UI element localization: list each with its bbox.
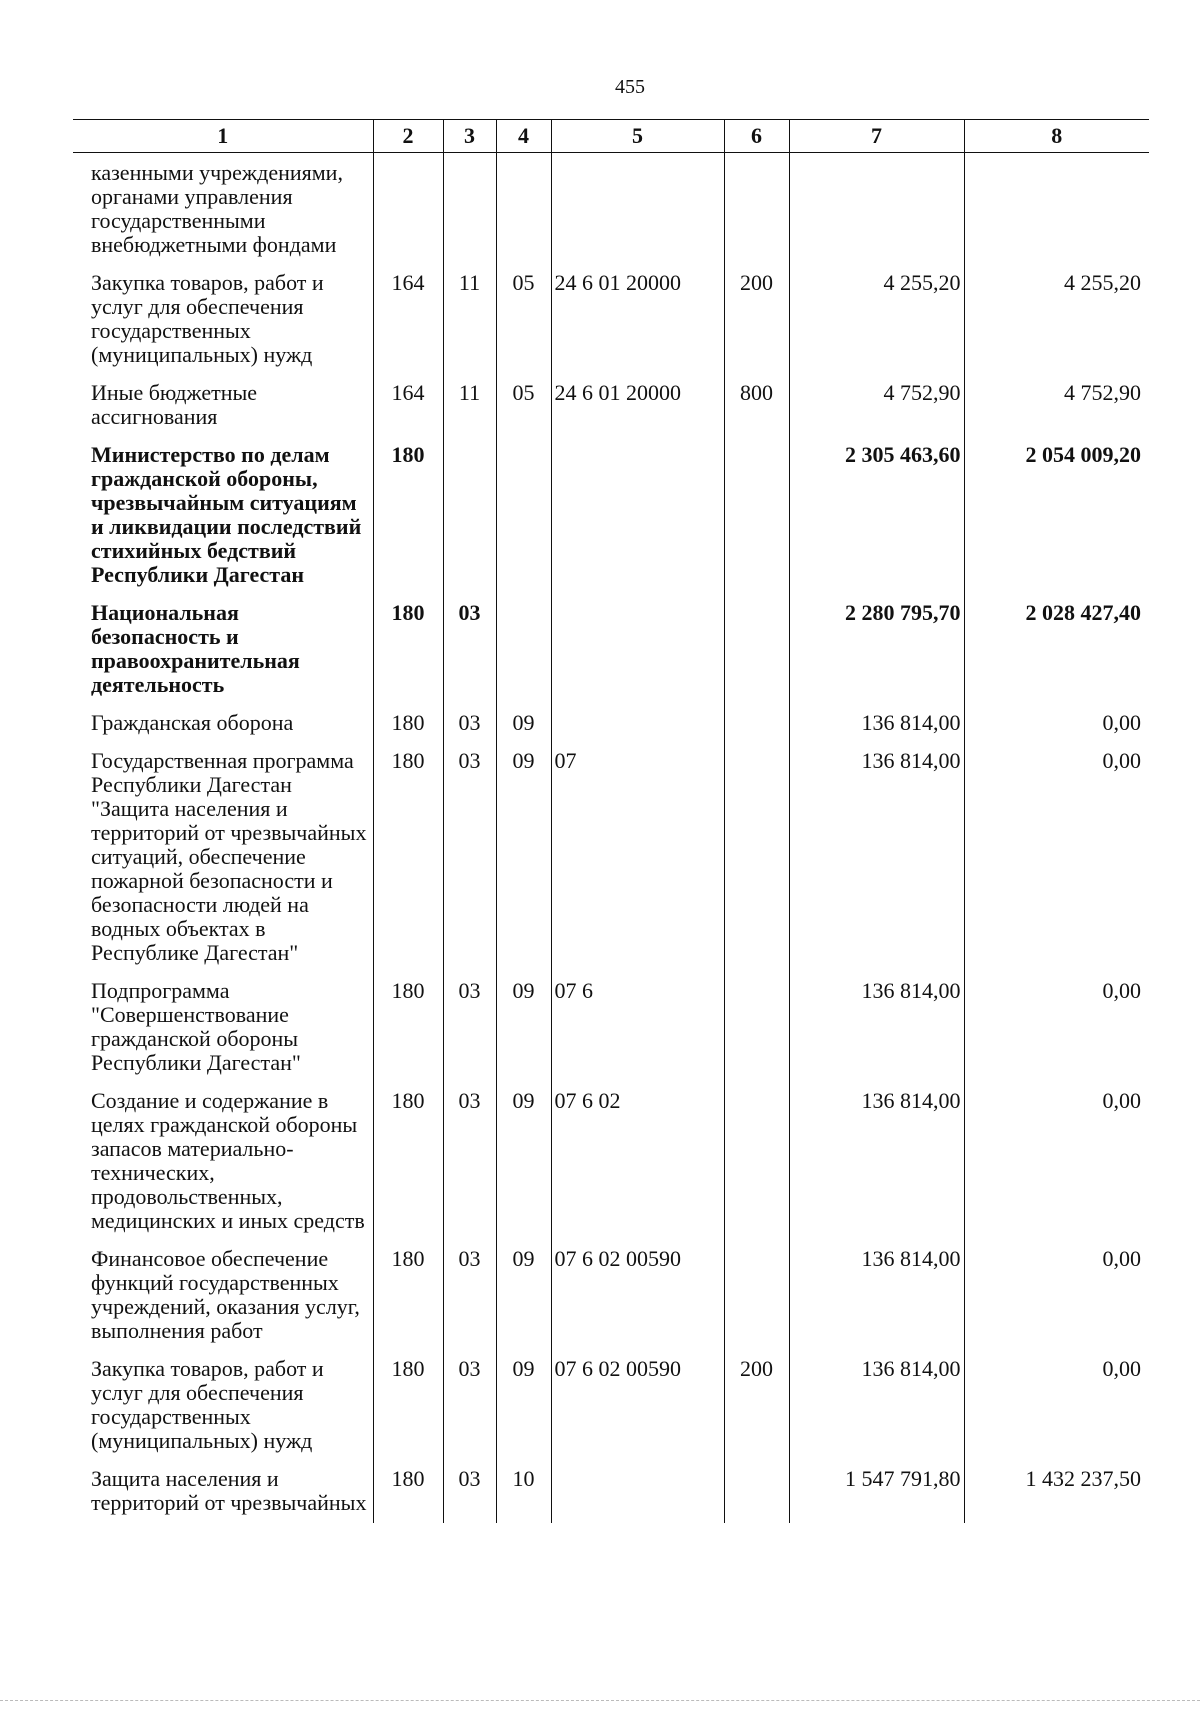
cell-expense-type: 200	[724, 1357, 789, 1467]
cell-target-article	[551, 443, 724, 601]
header-col-3: 3	[443, 120, 496, 153]
cell-section-code: 03	[443, 979, 496, 1089]
cell-ved-code: 164	[373, 271, 443, 381]
cell-section-code: 03	[443, 1089, 496, 1247]
cell-subsection-code: 05	[496, 271, 551, 381]
cell-name: Финансовое обеспечение функций государственных учреждений, оказания услуг, выполнения работ	[91, 1246, 360, 1343]
cell-amount-year-1: 4 752,90	[789, 381, 964, 443]
cell-name: Закупка товаров, работ и услуг для обеспечения государственных (муниципальных) нужд	[91, 1356, 324, 1453]
cell-amount-year-2: 1 432 237,50	[964, 1467, 1149, 1523]
cell-section-code: 03	[443, 1247, 496, 1357]
table-row	[73, 1247, 1149, 1357]
cell-name: Гражданская оборона	[91, 710, 294, 735]
cell-ved-code: 164	[373, 381, 443, 443]
cell-amount-year-1: 136 814,00	[789, 1357, 964, 1467]
cell-subsection-code: 09	[496, 1357, 551, 1467]
cell-expense-type	[724, 1247, 789, 1357]
cell-target-article: 24 6 01 20000	[551, 381, 724, 443]
table-row	[73, 443, 1149, 601]
cell-name: Иные бюджетные ассигнования	[91, 380, 258, 429]
cell-name: Государственная программа Республики Дагестан "Защита населения и территорий от чрезвычайных ситуаций, обеспечение пожарной безопасности и безопасности людей на водных объектах в Республике Дагестан"	[91, 748, 367, 965]
cell-name: Министерство по делам гражданской обороны, чрезвычайным ситуациям и ликвидации последствий стихийных бедствий Республики Дагестан	[91, 442, 362, 587]
table-header-row	[73, 120, 1149, 153]
cell-target-article	[551, 711, 724, 749]
cell-amount-year-2	[964, 153, 1149, 272]
table-row	[73, 601, 1149, 711]
cell-amount-year-2: 4 255,20	[964, 271, 1149, 381]
cell-name: Подпрограмма "Совершенствование гражданской обороны Республики Дагестан"	[91, 978, 301, 1075]
cell-expense-type	[724, 711, 789, 749]
cell-subsection-code	[496, 601, 551, 711]
cell-section-code	[443, 153, 496, 272]
header-col-1: 1	[73, 120, 373, 153]
budget-table-grid	[73, 119, 1149, 1523]
cell-subsection-code	[496, 443, 551, 601]
cell-section-code	[443, 443, 496, 601]
header-col-8: 8	[964, 120, 1149, 153]
cell-ved-code: 180	[373, 979, 443, 1089]
cell-target-article: 07 6	[551, 979, 724, 1089]
cell-subsection-code	[496, 153, 551, 272]
cell-subsection-code: 09	[496, 1247, 551, 1357]
header-col-5: 5	[551, 120, 724, 153]
cell-subsection-code: 09	[496, 1089, 551, 1247]
cell-ved-code	[373, 153, 443, 272]
cell-amount-year-1: 136 814,00	[789, 1089, 964, 1247]
cell-ved-code: 180	[373, 711, 443, 749]
cell-amount-year-2: 0,00	[964, 749, 1149, 979]
cell-ved-code: 180	[373, 749, 443, 979]
page-number: 455	[615, 76, 645, 98]
cell-amount-year-2: 2 054 009,20	[964, 443, 1149, 601]
cell-expense-type	[724, 443, 789, 601]
cell-section-code: 03	[443, 601, 496, 711]
cell-section-code: 03	[443, 1357, 496, 1467]
cell-subsection-code: 09	[496, 749, 551, 979]
cell-amount-year-1: 136 814,00	[789, 1247, 964, 1357]
cell-amount-year-2: 0,00	[964, 979, 1149, 1089]
table-row	[73, 749, 1149, 979]
cell-section-code: 03	[443, 749, 496, 979]
cell-expense-type	[724, 153, 789, 272]
header-col-6: 6	[724, 120, 789, 153]
table-row	[73, 979, 1149, 1089]
cell-subsection-code: 09	[496, 979, 551, 1089]
header-col-7: 7	[789, 120, 964, 153]
cell-name: Закупка товаров, работ и услуг для обеспечения государственных (муниципальных) нужд	[91, 270, 324, 367]
cell-name: Национальная безопасность и правоохранительная деятельность	[91, 600, 300, 697]
cell-ved-code: 180	[373, 1089, 443, 1247]
cell-amount-year-2: 0,00	[964, 711, 1149, 749]
cell-expense-type	[724, 979, 789, 1089]
cell-amount-year-2: 4 752,90	[964, 381, 1149, 443]
table-row	[73, 1089, 1149, 1247]
cell-name: Создание и содержание в целях гражданской обороны запасов материально-технических, продовольственных, медицинских и иных средств	[91, 1088, 365, 1233]
cell-target-article: 07	[551, 749, 724, 979]
cell-amount-year-1: 136 814,00	[789, 749, 964, 979]
cell-expense-type	[724, 1467, 789, 1523]
cell-name: Защита населения и территорий от чрезвычайных	[91, 1466, 367, 1515]
cell-amount-year-1: 1 547 791,80	[789, 1467, 964, 1523]
cell-amount-year-2: 2 028 427,40	[964, 601, 1149, 711]
header-col-4: 4	[496, 120, 551, 153]
cell-target-article: 07 6 02 00590	[551, 1357, 724, 1467]
cell-section-code: 03	[443, 711, 496, 749]
table-body	[73, 153, 1149, 1524]
cell-target-article: 07 6 02	[551, 1089, 724, 1247]
cell-target-article: 24 6 01 20000	[551, 271, 724, 381]
cell-expense-type	[724, 601, 789, 711]
budget-table	[73, 119, 1149, 1523]
page-bottom-edge	[0, 1700, 1200, 1701]
cell-ved-code: 180	[373, 1357, 443, 1467]
table-row	[73, 271, 1149, 381]
cell-amount-year-2: 0,00	[964, 1089, 1149, 1247]
cell-expense-type: 800	[724, 381, 789, 443]
cell-amount-year-1: 136 814,00	[789, 711, 964, 749]
cell-target-article	[551, 601, 724, 711]
cell-subsection-code: 10	[496, 1467, 551, 1523]
cell-section-code: 03	[443, 1467, 496, 1523]
cell-expense-type	[724, 1089, 789, 1247]
cell-amount-year-1: 4 255,20	[789, 271, 964, 381]
cell-amount-year-2: 0,00	[964, 1247, 1149, 1357]
cell-ved-code: 180	[373, 443, 443, 601]
cell-amount-year-1	[789, 153, 964, 272]
cell-amount-year-1: 136 814,00	[789, 979, 964, 1089]
table-row	[73, 711, 1149, 749]
cell-name: казенными учреждениями, органами управления государственными внебюджетными фондами	[91, 160, 343, 257]
cell-expense-type: 200	[724, 271, 789, 381]
cell-subsection-code: 09	[496, 711, 551, 749]
cell-section-code: 11	[443, 271, 496, 381]
cell-target-article	[551, 1467, 724, 1523]
cell-target-article	[551, 153, 724, 272]
cell-ved-code: 180	[373, 601, 443, 711]
cell-subsection-code: 05	[496, 381, 551, 443]
table-row	[73, 381, 1149, 443]
cell-amount-year-2: 0,00	[964, 1357, 1149, 1467]
cell-expense-type	[724, 749, 789, 979]
table-row	[73, 1357, 1149, 1467]
header-col-2: 2	[373, 120, 443, 153]
table-row	[73, 1467, 1149, 1523]
cell-ved-code: 180	[373, 1467, 443, 1523]
cell-ved-code: 180	[373, 1247, 443, 1357]
cell-section-code: 11	[443, 381, 496, 443]
cell-amount-year-1: 2 305 463,60	[789, 443, 964, 601]
table-row	[73, 153, 1149, 272]
cell-amount-year-1: 2 280 795,70	[789, 601, 964, 711]
cell-target-article: 07 6 02 00590	[551, 1247, 724, 1357]
